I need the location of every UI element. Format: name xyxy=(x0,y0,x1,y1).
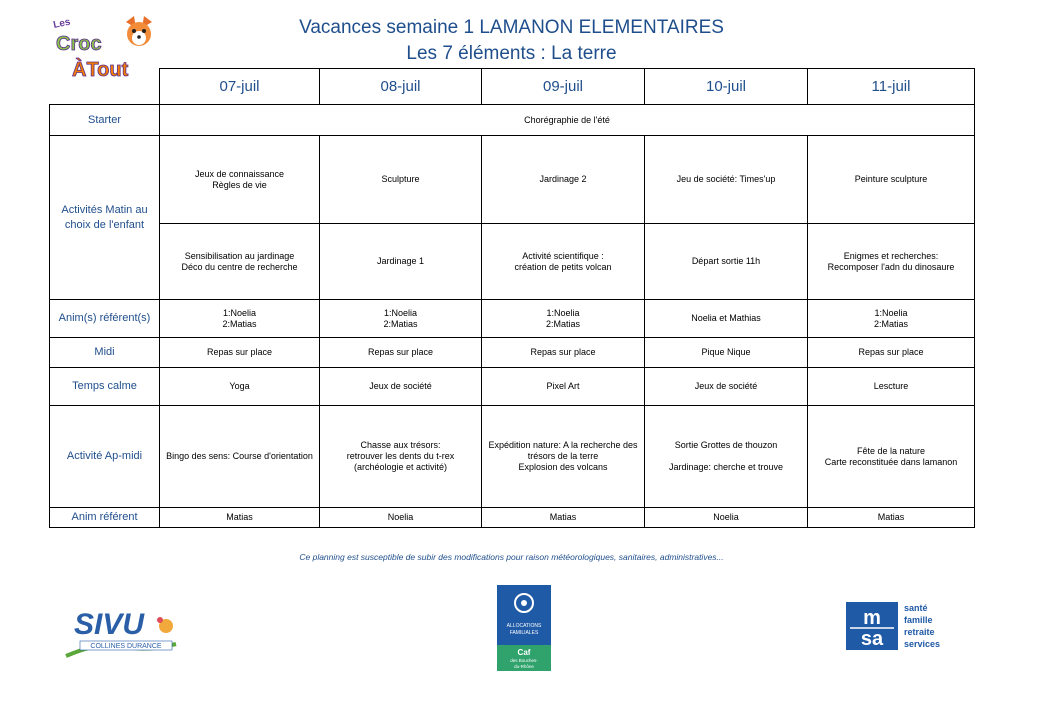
calme-row xyxy=(50,368,975,406)
svg-text:FAMILIALES: FAMILIALES xyxy=(509,630,539,636)
matin-cell: Jeu de société: Times'up xyxy=(645,136,808,224)
matin-cell: Départ sortie 11h xyxy=(645,224,808,300)
svg-text:ÀTout: ÀTout xyxy=(72,59,129,81)
disclaimer-note: Ce planning est susceptible de subir des modifications pour raison météorologiques, sanitaires, administratives... xyxy=(299,552,724,562)
svg-text:m: m xyxy=(863,607,881,629)
midi-cell: Repas sur place xyxy=(482,338,645,368)
svg-text:Les: Les xyxy=(52,16,72,31)
animref-row xyxy=(50,508,975,528)
calme-cell: Yoga xyxy=(160,368,320,406)
midi-cell: Pique Nique xyxy=(645,338,808,368)
row-label-calme: Temps calme xyxy=(50,368,160,406)
planning-table xyxy=(49,68,975,528)
anim-cell: 1:Noelia 2:Matias xyxy=(808,300,975,338)
svg-text:COLLINES DURANCE: COLLINES DURANCE xyxy=(90,643,162,650)
header-corner xyxy=(50,69,160,105)
matin-cell: Jardinage 2 xyxy=(482,136,645,224)
svg-text:SIVU: SIVU xyxy=(74,608,145,641)
matin-cell: Sculpture xyxy=(320,136,482,224)
apmidi-cell: Chasse aux trésors: retrouver les dents du t-rex (archéologie et activité) xyxy=(320,406,482,508)
svg-text:santé: santé xyxy=(904,603,928,613)
day-header: 09-juil xyxy=(482,69,645,105)
svg-text:Caf: Caf xyxy=(517,648,531,657)
svg-text:services: services xyxy=(904,639,941,649)
matin-row-2 xyxy=(50,224,975,300)
day-header: 10-juil xyxy=(645,69,808,105)
starter-cell: Chorégraphie de l'été xyxy=(160,105,975,136)
matin-cell: Sensibilisation au jardinage Déco du centre de recherche xyxy=(160,224,320,300)
animref-cell: Noelia xyxy=(645,508,808,528)
row-label-anim: Anim(s) référent(s) xyxy=(50,300,160,338)
animref-cell: Noelia xyxy=(320,508,482,528)
apmidi-cell: Expédition nature: A la recherche des trésors de la terre Explosion des volcans xyxy=(482,406,645,508)
apmidi-row xyxy=(50,406,975,508)
svg-text:ALLOCATIONS: ALLOCATIONS xyxy=(506,623,542,629)
matin-cell: Jardinage 1 xyxy=(320,224,482,300)
days-header-row xyxy=(50,69,975,105)
midi-row xyxy=(50,338,975,368)
svg-text:sa: sa xyxy=(860,628,884,650)
calme-cell: Lescture xyxy=(808,368,975,406)
row-label-midi: Midi xyxy=(50,338,160,368)
calme-cell: Jeux de société xyxy=(645,368,808,406)
matin-cell: Peinture sculpture xyxy=(808,136,975,224)
matin-cell: Activité scientifique : création de petits volcan xyxy=(482,224,645,300)
anim-cell: Noelia et Mathias xyxy=(645,300,808,338)
msa-logo xyxy=(846,600,958,654)
anim-cell: 1:Noelia 2:Matias xyxy=(320,300,482,338)
anim-cell: 1:Noelia 2:Matias xyxy=(160,300,320,338)
svg-text:du-Rhône: du-Rhône xyxy=(514,664,534,669)
row-label-matin: Activités Matin au choix de l'enfant xyxy=(50,136,160,300)
apmidi-cell: Sortie Grottes de thouzon Jardinage: cherche et trouve xyxy=(645,406,808,508)
animref-cell: Matias xyxy=(160,508,320,528)
apmidi-cell: Fête de la nature Carte reconstituée dans lamanon xyxy=(808,406,975,508)
day-header: 07-juil xyxy=(160,69,320,105)
row-label-animref: Anim référent xyxy=(50,508,160,528)
day-header: 08-juil xyxy=(320,69,482,105)
midi-cell: Repas sur place xyxy=(160,338,320,368)
page-subtitle: Les 7 éléments : La terre xyxy=(406,43,617,64)
svg-text:retraite: retraite xyxy=(904,627,935,637)
svg-text:des Bouches-: des Bouches- xyxy=(510,658,538,663)
row-label-apmidi: Activité Ap-midi xyxy=(50,406,160,508)
animref-cell: Matias xyxy=(808,508,975,528)
matin-row-1 xyxy=(50,136,975,224)
starter-row xyxy=(50,105,975,136)
sivu-logo xyxy=(64,600,180,662)
midi-cell: Repas sur place xyxy=(320,338,482,368)
svg-text:Croc: Croc xyxy=(56,33,102,55)
svg-text:famille: famille xyxy=(904,615,933,625)
anim-row xyxy=(50,300,975,338)
calme-cell: Pixel Art xyxy=(482,368,645,406)
row-label-starter: Starter xyxy=(50,105,160,136)
anim-cell: 1:Noelia 2:Matias xyxy=(482,300,645,338)
page-title: Vacances semaine 1 LAMANON ELEMENTAIRES xyxy=(299,17,724,38)
matin-cell: Enigmes et recherches: Recomposer l'adn du dinosaure xyxy=(808,224,975,300)
caf-logo xyxy=(497,585,551,671)
matin-cell: Jeux de connaissance Règles de vie xyxy=(160,136,320,224)
day-header: 11-juil xyxy=(808,69,975,105)
animref-cell: Matias xyxy=(482,508,645,528)
midi-cell: Repas sur place xyxy=(808,338,975,368)
calme-cell: Jeux de société xyxy=(320,368,482,406)
apmidi-cell: Bingo des sens: Course d'orientation xyxy=(160,406,320,508)
